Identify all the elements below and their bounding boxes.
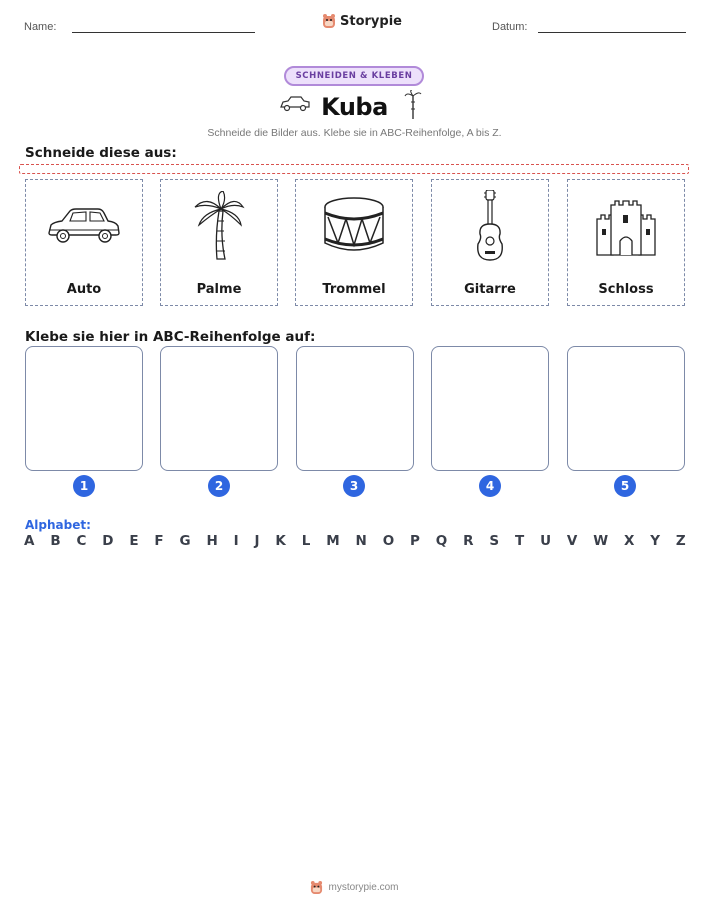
cut-card-trommel[interactable] [295, 179, 413, 306]
alphabet-letter: S [489, 533, 500, 549]
alphabet-letter: J [254, 533, 260, 549]
card-label: Palme [196, 282, 242, 297]
alphabet-letter: I [233, 533, 239, 549]
brand-logo [322, 13, 402, 29]
storypie-mascot-icon [322, 13, 336, 29]
cut-section-heading: Schneide diese aus: [25, 145, 177, 161]
alphabet-letter: Q [435, 533, 448, 549]
slot-number-badge: 2 [208, 475, 230, 497]
alphabet-title: Alphabet: [25, 518, 91, 532]
name-label: Name: [24, 21, 57, 33]
date-line[interactable] [538, 32, 686, 33]
slot-number-badge: 5 [614, 475, 636, 497]
alphabet-letter: F [154, 533, 164, 549]
paste-section-heading: Klebe sie hier in ABC-Reihenfolge auf: [25, 329, 316, 345]
castle-icon [595, 195, 657, 257]
palm-tree-icon [193, 191, 245, 261]
alphabet-letter: X [623, 533, 635, 549]
alphabet-letter: G [179, 533, 191, 549]
guitar-icon [470, 190, 510, 262]
paste-slot-5[interactable] [567, 346, 685, 471]
card-label: Gitarre [464, 282, 516, 297]
page-title: Kuba [321, 93, 388, 121]
card-label: Schloss [598, 282, 654, 297]
date-label: Datum: [492, 21, 528, 33]
alphabet-letter: M [326, 533, 340, 549]
name-line[interactable] [72, 32, 255, 33]
footer-url[interactable]: mystorypie.com [328, 882, 399, 893]
slot-number-badge: 3 [343, 475, 365, 497]
alphabet-letter: D [102, 533, 114, 549]
alphabet-letter: E [129, 533, 139, 549]
alphabet-letter: L [301, 533, 311, 549]
brand-name: Storypie [340, 13, 402, 29]
paste-slot-1[interactable] [25, 346, 143, 471]
alphabet-row [24, 533, 686, 549]
alphabet-letter: T [515, 533, 525, 549]
alphabet-letter: Z [675, 533, 686, 549]
paste-slot-4[interactable] [431, 346, 549, 471]
alphabet-letter: K [275, 533, 286, 549]
alphabet-letter: B [50, 533, 61, 549]
alphabet-letter: N [355, 533, 367, 549]
storypie-mascot-icon [310, 880, 323, 895]
activity-badge: SCHNEIDEN & KLEBEN [284, 66, 424, 86]
cut-card-auto[interactable] [25, 179, 143, 306]
paste-slot-3[interactable] [296, 346, 414, 471]
slot-number-badge: 4 [479, 475, 501, 497]
paste-slot-2[interactable] [160, 346, 278, 471]
cut-card-palme[interactable] [160, 179, 278, 306]
card-label: Auto [66, 282, 102, 297]
alphabet-letter: H [206, 533, 218, 549]
cut-line [19, 164, 689, 174]
car-icon [46, 205, 122, 247]
footer [0, 880, 709, 895]
drum-icon [322, 195, 386, 257]
instructions: Schneide die Bilder aus. Klebe sie in ABC-Reihenfolge, A bis Z. [207, 127, 502, 139]
alphabet-letter: R [463, 533, 474, 549]
alphabet-letter: A [24, 533, 35, 549]
alphabet-letter: O [382, 533, 395, 549]
cut-card-schloss[interactable] [567, 179, 685, 306]
alphabet-letter: Y [650, 533, 661, 549]
slot-number-badge: 1 [73, 475, 95, 497]
alphabet-letter: C [76, 533, 87, 549]
alphabet-letter: W [593, 533, 609, 549]
sugarcane-icon [403, 90, 423, 120]
alphabet-letter: U [540, 533, 552, 549]
card-label: Trommel [322, 282, 386, 297]
cut-card-gitarre[interactable] [431, 179, 549, 306]
alphabet-letter: P [410, 533, 420, 549]
alphabet-letter: V [566, 533, 578, 549]
